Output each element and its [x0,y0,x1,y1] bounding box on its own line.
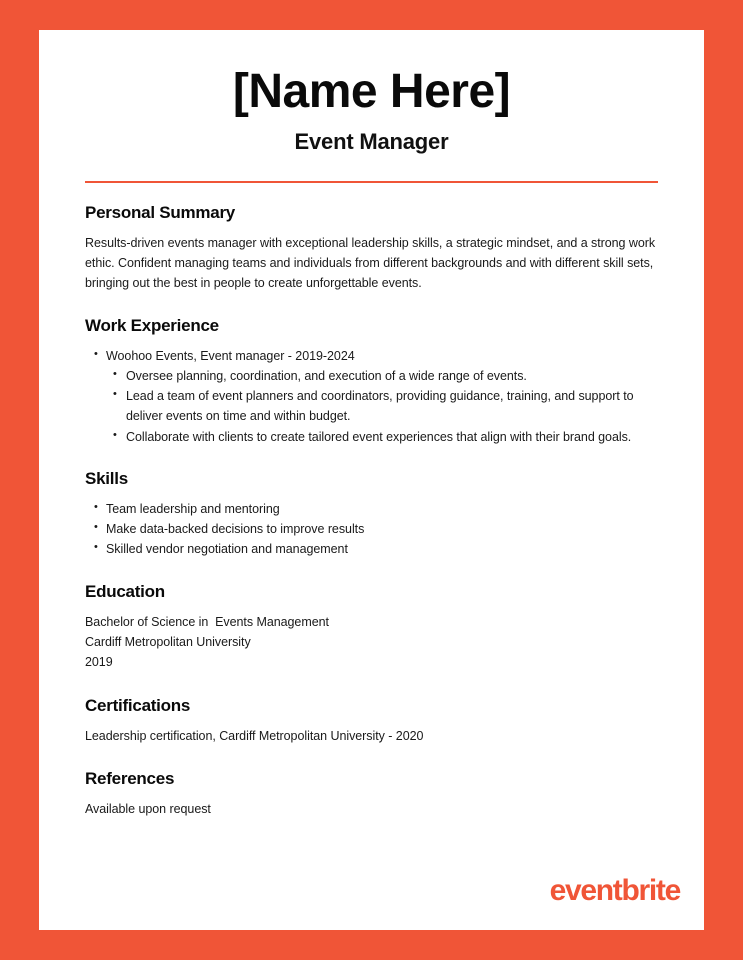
education-degree: Bachelor of Science in Events Management [85,614,329,629]
list-item: • Collaborate with clients to create tailored event experiences that align with their brand goals. [111,427,658,447]
list-item: • Team leadership and mentoring [92,499,658,519]
section-skills [85,469,658,560]
section-heading-certifications: Certifications [85,696,191,716]
section-heading-references: References [85,768,175,788]
skills-list [92,499,658,560]
list-item: • Oversee planning, coordination, and execution of a wide range of events. [111,366,658,386]
personal-summary-text: Results-driven events manager with exceptional leadership skills, a strategic mindset, and a strong work ethic. Confident managing teams and individuals from different backgrounds and with different skill sets, bringing out the best in people to create unforgettable events. [85,235,656,291]
section-heading-work-experience: Work Experience [85,315,219,335]
resume-header [39,30,704,155]
certifications-text: Leadership certification, Cardiff Metropolitan University - 2020 [85,729,424,744]
list-item: • Lead a team of event planners and coordinators, providing guidance, training, and support to deliver events on time and within budget. [111,386,658,427]
education-year: 2019 [85,655,113,670]
work-experience-duties-list [111,366,658,447]
resume-body [39,203,704,819]
section-work-experience [85,316,658,447]
section-heading-personal-summary: Personal Summary [85,202,236,222]
list-item: • Make data-backed decisions to improve results [92,519,658,539]
section-personal-summary [85,203,658,294]
section-heading-skills: Skills [85,468,128,488]
references-text: Available upon request [85,801,211,816]
eventbrite-logo: eventbrite [549,874,680,907]
candidate-job-title: Event Manager [294,128,449,154]
list-item: • Skilled vendor negotiation and management [92,539,658,559]
section-heading-education: Education [85,581,165,601]
work-experience-list [92,346,658,366]
section-certifications [85,696,658,746]
section-references [85,769,658,819]
candidate-name: [Name Here] [232,65,511,118]
education-institution: Cardiff Metropolitan University [85,634,251,649]
header-divider [85,181,658,183]
resume-document [39,30,704,930]
section-education [85,582,658,673]
work-experience-role: • Woohoo Events, Event manager - 2019-2024 [92,346,658,366]
